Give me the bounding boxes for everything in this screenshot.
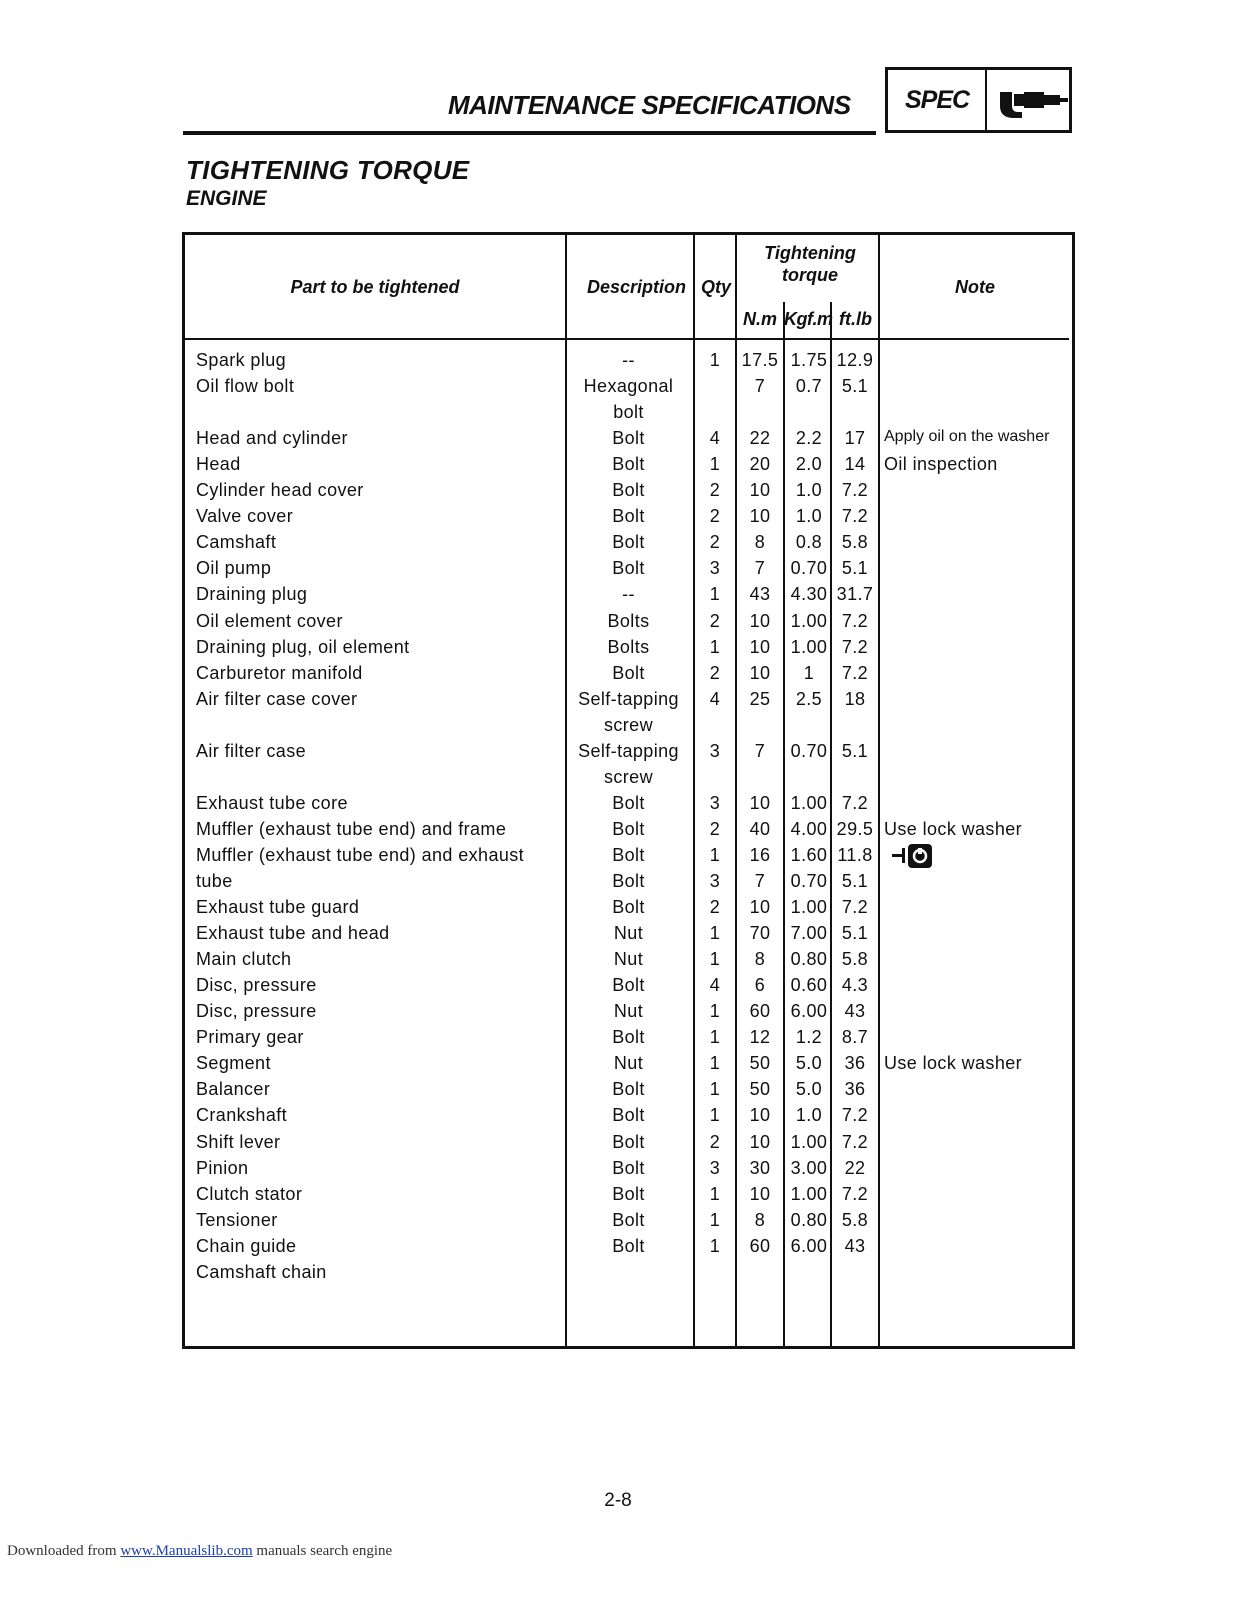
header-torque: Tightening torque <box>764 243 856 285</box>
table-row <box>0 1027 1236 1053</box>
qty-cell: 1 <box>709 1053 721 1074</box>
qty-cell: 2 <box>709 1131 721 1152</box>
part-cell: Exhaust tube core <box>196 792 348 813</box>
description-cell: Bolt <box>612 897 645 918</box>
description-cell: Nut <box>613 949 644 970</box>
table-row <box>0 1105 1236 1131</box>
torque-nm-cell: 7 <box>754 740 766 761</box>
torque-nm-cell: 10 <box>749 1131 771 1152</box>
qty-cell: 1 <box>709 949 721 970</box>
description-cell: Bolt <box>612 506 645 527</box>
part-cell: Oil flow bolt <box>196 376 295 397</box>
torque-kgfm-cell: 1.75 <box>790 350 828 370</box>
part-cell: Head and cylinder <box>196 428 348 449</box>
torque-nm-cell: 30 <box>749 1157 771 1178</box>
table-row <box>0 1184 1236 1210</box>
table-row <box>0 949 1236 975</box>
torque-ftlb-cell: 22 <box>844 1157 866 1178</box>
header-rule <box>183 131 876 135</box>
torque-ftlb-cell: 11.8 <box>837 844 873 865</box>
torque-nm-cell: 70 <box>749 923 771 944</box>
qty-cell: 1 <box>709 1105 721 1126</box>
torque-ftlb-cell: 7.2 <box>841 1131 869 1152</box>
part-cell: Disc, pressure <box>196 1001 317 1022</box>
description-cell: Bolt <box>612 975 645 996</box>
table-row <box>0 376 1236 402</box>
section-title: TIGHTENING TORQUE <box>186 155 470 185</box>
torque-ftlb-cell: 36 <box>844 1053 866 1074</box>
part-cell: Balancer <box>196 1079 271 1100</box>
description-cell: Bolt <box>612 1131 645 1152</box>
part-cell: Exhaust tube guard <box>196 897 360 918</box>
qty-cell: 1 <box>709 1001 721 1022</box>
torque-kgfm-cell: 2.2 <box>795 428 823 449</box>
torque-kgfm-cell: 0.8 <box>795 532 823 553</box>
torque-nm-cell: 8 <box>754 1209 766 1230</box>
table-row <box>0 819 1236 845</box>
qty-cell: 1 <box>709 1235 721 1256</box>
spec-label: SPEC <box>905 86 970 114</box>
part-cell: Air filter case <box>196 740 307 761</box>
torque-kgfm-cell: 5.0 <box>795 1079 823 1100</box>
table-row <box>0 350 1236 376</box>
description-cell: Bolt <box>612 1079 645 1100</box>
table-row <box>0 402 1236 428</box>
table-row <box>0 975 1236 1001</box>
table-row <box>0 637 1236 663</box>
qty-cell: 1 <box>709 844 721 865</box>
part-cell: Cylinder head cover <box>196 480 364 501</box>
table-row <box>0 767 1236 793</box>
torque-kgfm-cell: 1.00 <box>790 1131 828 1152</box>
part-cell: Draining plug, oil element <box>196 636 410 657</box>
torque-ftlb-cell: 5.8 <box>841 949 869 970</box>
torque-nm-cell: 6 <box>754 975 766 996</box>
note-cell: Apply oil on the washer <box>884 428 1050 446</box>
part-cell: Disc, pressure <box>196 975 317 996</box>
qty-cell: 1 <box>709 584 721 605</box>
description-cell: Bolt <box>612 428 645 449</box>
part-cell: Shift lever <box>196 1131 281 1152</box>
qty-cell: 1 <box>709 350 721 370</box>
qty-cell: 4 <box>709 428 721 449</box>
torque-nm-cell: 7 <box>754 376 766 397</box>
description-cell: Hexagonal <box>583 376 674 397</box>
torque-nm-cell: 8 <box>754 532 766 553</box>
torque-nm-cell: 12 <box>749 1027 771 1048</box>
table-row <box>0 532 1236 558</box>
description-cell: Bolt <box>612 558 645 579</box>
table-row <box>0 663 1236 689</box>
part-cell: Primary gear <box>196 1027 304 1048</box>
table-row <box>0 1210 1236 1236</box>
torque-ftlb-cell: 5.8 <box>841 532 869 553</box>
qty-cell: 3 <box>709 871 721 891</box>
table-row <box>0 871 1236 897</box>
table-row <box>0 1053 1236 1079</box>
description-cell: Bolts <box>607 636 650 657</box>
torque-nm-cell: 10 <box>749 1183 771 1204</box>
torque-kgfm-cell: 0.70 <box>790 740 828 761</box>
torque-kgfm-cell: 1.0 <box>795 480 823 501</box>
description-cell: Bolt <box>612 1105 645 1126</box>
torque-ftlb-cell: 7.2 <box>841 506 869 527</box>
table-row <box>0 454 1236 480</box>
torque-kgfm-cell: 2.5 <box>795 688 823 709</box>
torque-nm-cell: 10 <box>749 662 771 683</box>
part-cell: Oil element cover <box>196 610 343 631</box>
torque-kgfm-cell: 5.0 <box>795 1053 823 1074</box>
qty-cell: 4 <box>709 975 721 996</box>
torque-kgfm-cell: 2.0 <box>795 454 823 475</box>
description-cell: Bolt <box>612 454 645 475</box>
torque-kgfm-cell: 1.00 <box>790 792 828 813</box>
torque-nm-cell: 10 <box>749 610 771 631</box>
torque-nm-cell: 17.5 <box>741 350 779 370</box>
part-cell: Valve cover <box>196 506 294 527</box>
manualslib-link[interactable]: www.Manualslib.com <box>120 1543 253 1559</box>
torque-kgfm-cell: 1.0 <box>795 1105 823 1126</box>
torque-kgfm-cell: 1.00 <box>790 1183 828 1204</box>
qty-cell: 1 <box>709 1209 721 1230</box>
thread-locker-icon <box>890 841 936 871</box>
qty-cell: 1 <box>709 1027 721 1048</box>
description-cell: Bolt <box>612 818 645 839</box>
torque-ftlb-cell: 7.2 <box>841 636 869 657</box>
torque-kgfm-cell: 0.7 <box>795 376 823 397</box>
torque-ftlb-cell: 14 <box>844 454 866 475</box>
note-cell: Oil inspection <box>884 454 998 475</box>
description-cell: Self-tapping <box>578 740 679 761</box>
part-cell: Camshaft chain <box>196 1261 327 1282</box>
qty-cell: 1 <box>709 1079 721 1100</box>
description-cell: Bolt <box>612 1027 645 1048</box>
table-row <box>0 506 1236 532</box>
table-row <box>0 897 1236 923</box>
description-cell: screw <box>603 766 653 787</box>
torque-nm-cell: 16 <box>749 844 771 865</box>
torque-ftlb-cell: 7.2 <box>841 897 869 918</box>
qty-cell: 2 <box>709 480 721 501</box>
table-row <box>0 1132 1236 1158</box>
torque-ftlb-cell: 5.1 <box>841 871 869 891</box>
description-cell: Bolt <box>612 1157 645 1178</box>
qty-cell: 4 <box>709 688 721 709</box>
header-bottom-rule <box>185 338 1069 340</box>
torque-nm-cell: 8 <box>754 949 766 970</box>
micrometer-icon <box>998 86 1070 120</box>
download-footer <box>7 1543 392 1560</box>
torque-ftlb-cell: 31.7 <box>836 584 874 605</box>
description-cell: Bolt <box>612 1183 645 1204</box>
qty-cell: 3 <box>709 558 721 579</box>
table-row <box>0 793 1236 819</box>
header-qty: Qty <box>700 277 731 297</box>
part-cell: Oil pump <box>196 558 272 579</box>
torque-nm-cell: 43 <box>749 584 771 605</box>
qty-cell: 3 <box>709 1157 721 1178</box>
torque-nm-cell: 10 <box>749 897 771 918</box>
part-cell: Muffler (exhaust tube end) and exhaust <box>196 844 525 865</box>
torque-kgfm-cell: 1.00 <box>790 897 828 918</box>
torque-nm-cell: 60 <box>749 1001 771 1022</box>
torque-kgfm-cell: 4.30 <box>790 584 828 605</box>
description-cell: bolt <box>613 402 644 423</box>
footer-suffix: manuals search engine <box>252 1543 393 1559</box>
torque-nm-cell: 10 <box>749 480 771 501</box>
qty-cell: 2 <box>709 897 721 918</box>
description-cell: Nut <box>613 923 644 944</box>
description-cell: Bolt <box>612 844 645 865</box>
torque-kgfm-cell: 0.60 <box>790 975 828 996</box>
torque-ftlb-cell: 5.1 <box>841 376 869 397</box>
description-cell: Bolt <box>612 662 645 683</box>
torque-ftlb-cell: 5.1 <box>841 558 869 579</box>
header-ftlb: ft.lb <box>839 309 872 329</box>
torque-kgfm-cell: 0.70 <box>790 558 828 579</box>
torque-nm-cell: 20 <box>749 454 771 475</box>
torque-kgfm-cell: 0.80 <box>790 949 828 970</box>
spec-divider <box>985 70 987 130</box>
header-part: Part to be tightened <box>290 277 460 297</box>
qty-cell: 1 <box>709 923 721 944</box>
qty-cell: 2 <box>709 610 721 631</box>
header-nm: N.m <box>742 309 777 329</box>
torque-kgfm-cell: 6.00 <box>790 1235 828 1256</box>
description-cell: -- <box>622 584 635 605</box>
header-kgfm: Kgf.m <box>784 309 833 329</box>
torque-nm-cell: 10 <box>749 792 771 813</box>
torque-kgfm-cell: 0.70 <box>790 871 828 891</box>
qty-cell: 2 <box>709 532 721 553</box>
part-cell: Muffler (exhaust tube end) and frame <box>196 818 507 839</box>
description-cell: Bolt <box>612 1209 645 1230</box>
torque-kgfm-cell: 1.00 <box>790 636 828 657</box>
torque-kgfm-cell: 0.80 <box>790 1209 828 1230</box>
torque-nm-cell: 40 <box>749 818 771 839</box>
header-note: Note <box>955 277 995 297</box>
torque-ftlb-cell: 5.8 <box>841 1209 869 1230</box>
part-cell: Camshaft <box>196 532 277 553</box>
torque-nm-cell: 10 <box>749 506 771 527</box>
qty-cell: 1 <box>709 636 721 657</box>
torque-kgfm-cell: 1 <box>803 662 815 683</box>
qty-cell: 2 <box>709 662 721 683</box>
torque-nm-cell: 7 <box>754 558 766 579</box>
torque-nm-cell: 22 <box>749 428 771 449</box>
description-cell: -- <box>622 350 635 370</box>
table-row <box>0 1079 1236 1105</box>
description-cell: Nut <box>613 1053 644 1074</box>
torque-ftlb-cell: 5.1 <box>841 923 869 944</box>
qty-cell: 2 <box>709 818 721 839</box>
note-cell: Use lock washer <box>884 818 1023 839</box>
torque-nm-cell: 10 <box>749 636 771 657</box>
torque-ftlb-cell: 7.2 <box>841 480 869 501</box>
torque-ftlb-cell: 7.2 <box>841 792 869 813</box>
part-cell: tube <box>196 871 233 891</box>
torque-nm-cell: 60 <box>749 1235 771 1256</box>
torque-ftlb-cell: 7.2 <box>841 610 869 631</box>
torque-ftlb-cell: 7.2 <box>841 1105 869 1126</box>
torque-ftlb-cell: 43 <box>844 1001 866 1022</box>
description-cell: Bolt <box>612 1235 645 1256</box>
torque-kgfm-cell: 3.00 <box>790 1157 828 1178</box>
torque-ftlb-cell: 8.7 <box>841 1027 869 1048</box>
qty-cell: 1 <box>709 454 721 475</box>
table-row <box>0 1262 1236 1288</box>
torque-nm-cell: 10 <box>749 1105 771 1126</box>
part-cell: Spark plug <box>196 350 287 370</box>
table-row <box>0 923 1236 949</box>
qty-cell: 1 <box>709 1183 721 1204</box>
qty-cell: 3 <box>709 792 721 813</box>
table-row <box>0 845 1236 871</box>
torque-ftlb-cell: 5.1 <box>841 740 869 761</box>
torque-kgfm-cell: 7.00 <box>790 923 828 944</box>
part-cell: Clutch stator <box>196 1183 303 1204</box>
torque-nm-cell: 50 <box>749 1053 771 1074</box>
description-cell: Self-tapping <box>578 688 679 709</box>
table-row <box>0 1236 1236 1262</box>
table-row <box>0 741 1236 767</box>
part-cell: Crankshaft <box>196 1105 288 1126</box>
part-cell: Carburetor manifold <box>196 662 363 683</box>
qty-cell: 3 <box>709 740 721 761</box>
description-cell: Nut <box>613 1001 644 1022</box>
description-cell: Bolt <box>612 480 645 501</box>
table-row <box>0 480 1236 506</box>
torque-kgfm-cell: 6.00 <box>790 1001 828 1022</box>
torque-ftlb-cell: 17 <box>844 428 866 449</box>
torque-kgfm-cell: 1.2 <box>795 1027 823 1048</box>
torque-ftlb-cell: 7.2 <box>841 1183 869 1204</box>
table-row <box>0 558 1236 584</box>
page-title: MAINTENANCE SPECIFICATIONS <box>448 90 851 120</box>
footer-prefix: Downloaded from <box>7 1543 121 1559</box>
torque-ftlb-cell: 4.3 <box>841 975 869 996</box>
part-cell: Main clutch <box>196 949 292 970</box>
torque-nm-cell: 7 <box>754 871 766 891</box>
description-cell: screw <box>603 714 653 735</box>
torque-ftlb-cell: 7.2 <box>841 662 869 683</box>
description-cell: Bolt <box>612 871 645 891</box>
part-cell: Pinion <box>196 1157 249 1178</box>
torque-ftlb-cell: 18 <box>844 688 866 709</box>
table-row <box>0 715 1236 741</box>
torque-kgfm-cell: 1.0 <box>795 506 823 527</box>
part-cell: Exhaust tube and head <box>196 923 390 944</box>
note-cell: Use lock washer <box>884 1053 1023 1074</box>
torque-kgfm-cell: 1.60 <box>790 844 828 865</box>
torque-ftlb-cell: 12.9 <box>836 350 874 370</box>
description-cell: Bolts <box>607 610 650 631</box>
torque-kgfm-cell: 4.00 <box>790 818 828 839</box>
part-cell: Draining plug <box>196 584 308 605</box>
part-cell: Head <box>196 454 241 475</box>
torque-ftlb-cell: 43 <box>844 1235 866 1256</box>
table-row <box>0 1001 1236 1027</box>
torque-ftlb-cell: 36 <box>844 1079 866 1100</box>
table-row <box>0 611 1236 637</box>
part-cell: Chain guide <box>196 1235 297 1256</box>
part-cell: Air filter case cover <box>196 688 358 709</box>
torque-ftlb-cell: 29.5 <box>836 818 874 839</box>
part-cell: Tensioner <box>196 1209 278 1230</box>
table-row <box>0 1158 1236 1184</box>
part-cell: Segment <box>196 1053 271 1074</box>
torque-nm-cell: 25 <box>749 688 771 709</box>
table-row <box>0 584 1236 610</box>
header-description: Description <box>586 277 687 297</box>
description-cell: Bolt <box>612 532 645 553</box>
table-row <box>0 428 1236 454</box>
torque-nm-cell: 50 <box>749 1079 771 1100</box>
table-row <box>0 689 1236 715</box>
page-number: 2-8 <box>604 1490 632 1511</box>
qty-cell: 2 <box>709 506 721 527</box>
description-cell: Bolt <box>612 792 645 813</box>
torque-kgfm-cell: 1.00 <box>790 610 828 631</box>
section-subtitle: ENGINE <box>186 187 267 210</box>
